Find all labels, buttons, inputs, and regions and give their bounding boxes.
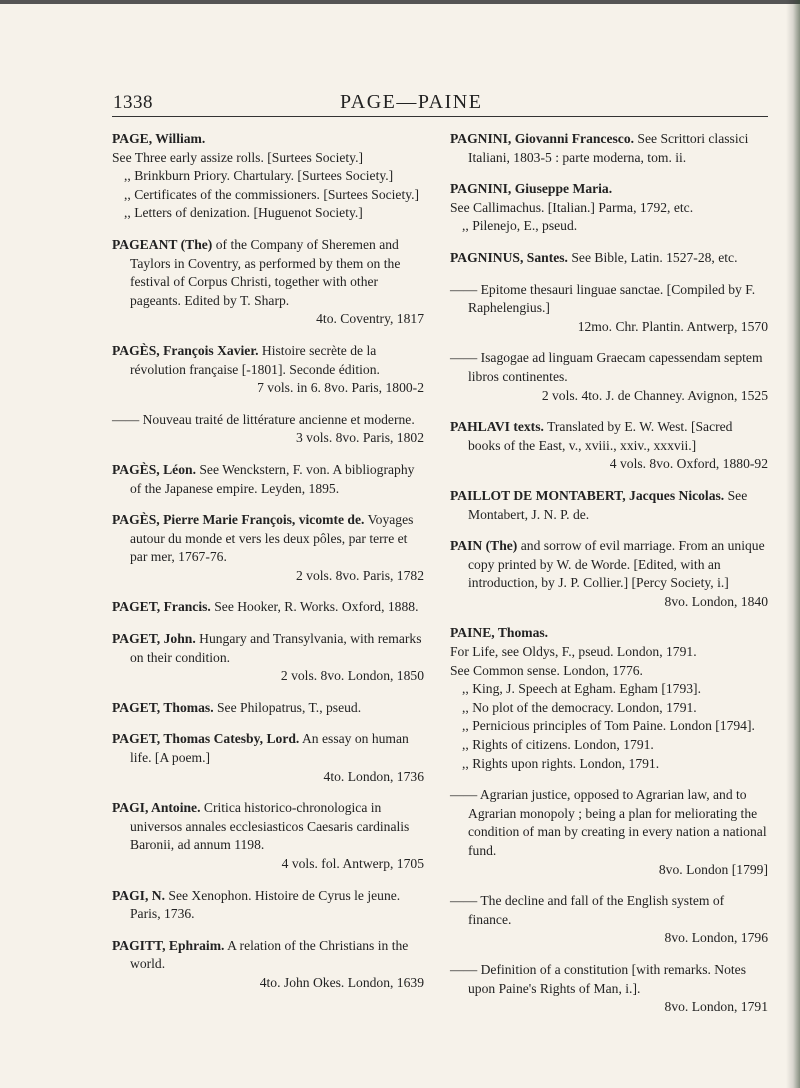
- entry-text: Hungary and Transylvania, with remarks on their condition.: [130, 631, 422, 665]
- cross-reference: ,, No plot of the democracy. London, 1791.: [462, 699, 697, 715]
- entry-heading: PAGI, N.: [112, 887, 165, 903]
- entry-imprint: 8vo. London, 1791: [664, 999, 768, 1015]
- entry-heading: PAGÈS, Pierre Marie François, vicomte de.: [112, 512, 365, 528]
- entry-heading: PAGNINUS, Santes.: [450, 249, 568, 265]
- catalog-entry: [450, 249, 768, 268]
- right-column: [450, 130, 768, 1030]
- entry-heading: PAGÈS, Léon.: [112, 461, 196, 477]
- entry-imprint: 4 vols. fol. Antwerp, 1705: [281, 856, 424, 871]
- entry-text: A relation of the Christians in the world.: [130, 937, 409, 972]
- catalog-entry: [112, 799, 424, 873]
- entry-body: [450, 418, 768, 455]
- entry-heading: PAGITT, Ephraim.: [112, 937, 225, 953]
- entry-text: Epitome thesauri linguae sanctae. [Compiled by F. Raphelengius.]: [468, 281, 756, 316]
- entry-heading: PAGÈS, François Xavier.: [112, 342, 259, 358]
- cross-reference: See Callimachus. [Italian.] Parma, 1792, etc.: [450, 199, 694, 215]
- entry-imprint: 12mo. Chr. Plantin. Antwerp, 1570: [577, 318, 768, 334]
- entry-imprint: 4to. London, 1736: [323, 768, 424, 784]
- header-rule: [112, 116, 768, 117]
- entry-text: Critica historico-chronologica in universos annales ecclesiasticos Caesaris cardinalis Baronii, ad annum 1198.: [130, 800, 410, 853]
- catalog-entry: [450, 624, 768, 773]
- cross-reference: ,, Pilenejo, E., pseud.: [462, 218, 578, 234]
- entry-heading: PAGET, Thomas Catesby, Lord.: [112, 731, 300, 747]
- entry-body: [450, 537, 768, 593]
- entry-body: [112, 699, 424, 718]
- cross-reference: ,, Brinkburn Priory. Chartulary. [Surtees Society.]: [124, 168, 394, 184]
- entry-body: [450, 180, 768, 199]
- entry-text: Nouveau traité de littérature ancienne et moderne.: [142, 411, 415, 427]
- entry-imprint: 8vo. London, 1840: [664, 593, 768, 609]
- entry-body: [112, 411, 424, 430]
- entry-body: [112, 630, 424, 667]
- entry-heading: PAHLAVI texts.: [450, 419, 544, 435]
- catalog-entry: [450, 130, 768, 167]
- cross-reference: See Three early assize rolls. [Surtees Society.]: [112, 149, 364, 165]
- entry-heading: ——: [450, 893, 478, 909]
- catalog-entry: [112, 699, 424, 718]
- entry-heading: ——: [450, 961, 478, 977]
- entry-imprint: 3 vols. 8vo. Paris, 1802: [295, 430, 424, 446]
- catalog-entry: [112, 598, 424, 617]
- entry-body: [112, 937, 424, 974]
- entry-body: [450, 786, 768, 860]
- entry-text: The decline and fall of the English system of finance.: [468, 893, 725, 927]
- entry-imprint: 2 vols. 4to. J. de Channey. Avignon, 1525: [541, 387, 768, 403]
- entry-text: Translated by E. W. West. [Sacred books of the East, v., xviii., xxiv., xxxvii.]: [468, 419, 733, 453]
- top-border: [0, 0, 800, 4]
- entry-text: See Wenckstern, F. von. A bibliography of the Japanese empire. Leyden, 1895.: [130, 461, 415, 496]
- entry-heading: PAGET, Thomas.: [112, 699, 214, 715]
- entry-body: [450, 892, 768, 929]
- entry-heading: PAGE, William.: [112, 131, 206, 146]
- entry-imprint: 4 vols. 8vo. Oxford, 1880-92: [609, 456, 768, 472]
- entry-text: See Xenophon. Histoire de Cyrus le jeune. Paris, 1736.: [130, 887, 401, 922]
- entry-text: Histoire secrète de la révolution française [-1801]. Seconde édition.: [130, 342, 380, 377]
- entry-body: [112, 887, 424, 924]
- catalog-entry: [450, 418, 768, 474]
- entry-heading: PAGI, Antoine.: [112, 800, 201, 816]
- entry-text: of the Company of Sheremen and Taylors in Coventry, as performed by them on the festival of Corpus Christi, together with other pageants. Edited by T. Sharp.: [130, 236, 401, 308]
- entry-heading: ——: [450, 281, 478, 297]
- catalog-entry: [112, 342, 424, 398]
- entry-text: See Hooker, R. Works. Oxford, 1888.: [214, 599, 419, 615]
- running-title: PAGE—PAINE: [340, 91, 483, 113]
- catalog-entry: [450, 892, 768, 948]
- entry-body: [112, 342, 424, 379]
- entry-heading: ——: [112, 411, 140, 427]
- entry-body: [112, 799, 424, 855]
- cross-reference: ,, Rights of citizens. London, 1791.: [462, 737, 654, 753]
- entry-text: Isagogae ad linguam Graecam capessendam septem libros continentes.: [468, 350, 763, 384]
- entry-text: Definition of a constitution [with remarks. Notes upon Paine's Rights of Man, i.].: [468, 961, 746, 996]
- entry-imprint: 2 vols. 8vo. London, 1850: [280, 668, 424, 684]
- catalog-entry: [112, 461, 424, 498]
- catalog-entry: [450, 961, 768, 1017]
- entry-heading: PAGEANT (The): [112, 236, 213, 252]
- entry-imprint: 4to. John Okes. London, 1639: [259, 974, 424, 990]
- entry-heading: PAGET, John.: [112, 631, 196, 647]
- catalog-entry: [450, 487, 768, 524]
- entry-text: See Montabert, J. N. P. de.: [468, 487, 748, 522]
- entry-text: See Scrittori classici Italiani, 1803-5 : parte moderna, tom. ii.: [468, 131, 749, 165]
- entry-text: Agrarian justice, opposed to Agrarian law, and to Agrarian monopoly ; being a plan for meliorating the condition of man by creating in every nation a national fund.: [468, 787, 767, 858]
- entry-body: [450, 624, 768, 643]
- catalog-entry: [112, 411, 424, 448]
- catalog-entry: [450, 537, 768, 611]
- entry-body: [112, 236, 424, 310]
- catalog-entry: [450, 349, 768, 405]
- page-edge-shadow: [786, 0, 800, 1088]
- catalog-entry: [112, 511, 424, 585]
- entry-heading: PAGNINI, Giuseppe Maria.: [450, 181, 613, 197]
- entry-body: [112, 461, 424, 498]
- entry-imprint: 8vo. London [1799]: [658, 861, 768, 877]
- entry-text: An essay on human life. [A poem.]: [130, 731, 409, 766]
- catalog-entry: [450, 180, 768, 236]
- catalog-entry: [112, 236, 424, 329]
- entry-heading: PAGET, Francis.: [112, 599, 211, 615]
- entry-heading: ——: [450, 787, 478, 803]
- entry-text: See Bible, Latin. 1527-28, etc.: [571, 249, 738, 265]
- entry-body: [112, 730, 424, 767]
- entry-text: Voyages autour du monde et vers les deux pôles, par terre et par mer, 1767-76.: [130, 512, 414, 565]
- entry-imprint: 7 vols. in 6. 8vo. Paris, 1800-2: [257, 380, 424, 396]
- catalog-entry: [112, 887, 424, 924]
- left-column: [112, 130, 424, 1006]
- entry-body: [450, 349, 768, 386]
- entry-body: [112, 598, 424, 617]
- entry-body: [450, 487, 768, 524]
- entry-heading: ——: [450, 350, 478, 366]
- cross-reference: ,, Rights upon rights. London, 1791.: [462, 755, 660, 771]
- entry-text: See Philopatrus, T., pseud.: [217, 699, 362, 715]
- cross-reference: ,, Pernicious principles of Tom Paine. London [1794].: [462, 718, 755, 734]
- entry-heading: PAINE, Thomas.: [450, 625, 549, 641]
- entry-body: [450, 961, 768, 998]
- entry-body: [112, 511, 424, 567]
- cross-reference: ,, Certificates of the commissioners. [Surtees Society.]: [124, 186, 420, 202]
- entry-heading: PAGNINI, Giovanni Francesco.: [450, 131, 635, 146]
- entry-body: [450, 281, 768, 318]
- catalog-entry: [112, 937, 424, 993]
- entry-imprint: 8vo. London, 1796: [664, 930, 768, 946]
- catalog-entry: [112, 130, 424, 223]
- catalog-entry: [450, 281, 768, 337]
- cross-reference: See Common sense. London, 1776.: [450, 662, 643, 678]
- cross-reference: For Life, see Oldys, F., pseud. London, 1791.: [450, 644, 697, 660]
- cross-reference: ,, Letters of denization. [Huguenot Society.]: [124, 205, 363, 221]
- entry-heading: PAILLOT DE MONTABERT, Jacques Nicolas.: [450, 487, 725, 503]
- entry-body: [112, 130, 424, 149]
- cross-reference: ,, King, J. Speech at Egham. Egham [1793].: [462, 681, 701, 697]
- catalog-entry: [450, 786, 768, 879]
- entry-imprint: 2 vols. 8vo. Paris, 1782: [295, 567, 424, 583]
- page-header: [0, 86, 800, 116]
- entry-text: and sorrow of evil marriage. From an unique copy printed by W. de Worde. [Edited, with an introduction, by J. P. Collier.] [Percy Society, i.]: [468, 538, 765, 591]
- entry-imprint: 4to. Coventry, 1817: [316, 311, 424, 327]
- entry-body: [450, 249, 768, 268]
- page-number: 1338: [113, 92, 153, 113]
- catalog-entry: [112, 730, 424, 786]
- entry-body: [450, 130, 768, 167]
- entry-heading: PAIN (The): [450, 538, 518, 554]
- catalog-entry: [112, 630, 424, 686]
